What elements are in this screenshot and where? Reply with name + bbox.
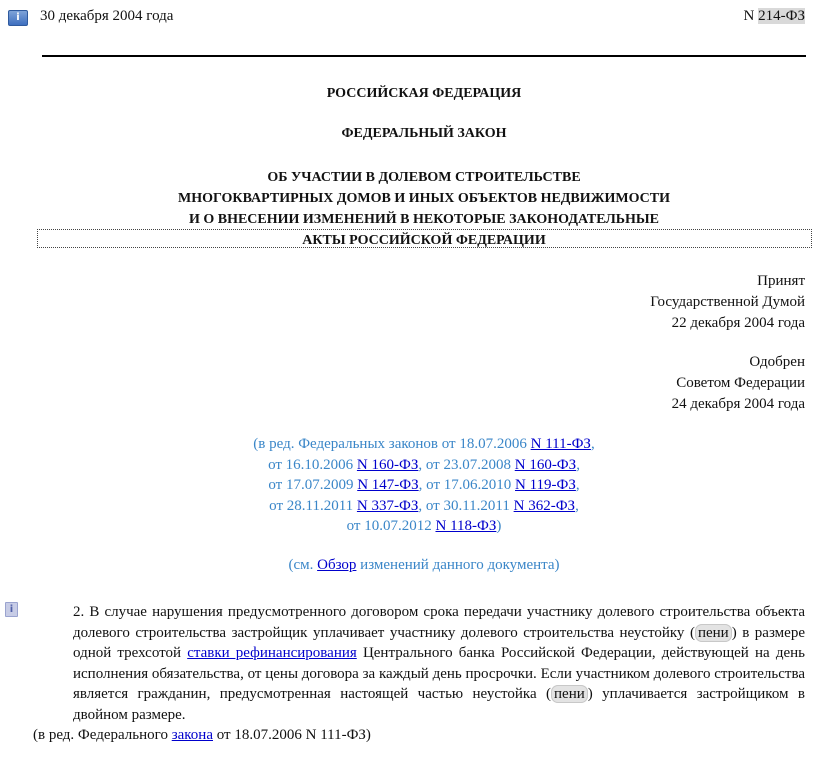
paragraph-revision xyxy=(33,725,805,746)
penalty-highlight: пени xyxy=(551,685,588,703)
revisions-text: ) xyxy=(496,518,502,534)
document-number xyxy=(744,8,805,25)
overview-link[interactable]: Обзор xyxy=(317,557,357,573)
revisions-line xyxy=(0,455,825,476)
law-link[interactable]: N 337-ФЗ xyxy=(356,497,419,514)
refinancing-rate-link[interactable]: ставки рефинансирования xyxy=(187,645,357,661)
accepted-line: 22 декабря 2004 года xyxy=(671,315,805,331)
law-link[interactable]: N 119-ФЗ xyxy=(515,477,576,493)
revisions-text: , xyxy=(590,436,595,452)
penalty-highlight: пени xyxy=(695,624,732,642)
document-number-value: 214-ФЗ xyxy=(758,8,805,24)
revisions-line xyxy=(0,475,825,496)
revisions-text: , от 23.07.2008 xyxy=(418,456,515,473)
revisions-text: , от 17.06.2010 xyxy=(418,477,516,493)
law-link[interactable]: N 111-ФЗ xyxy=(530,436,591,452)
law-reference-link[interactable]: закона xyxy=(171,727,213,743)
header-divider xyxy=(42,55,806,57)
approved-line: Одобрен xyxy=(749,354,805,370)
paragraph-text: ) уплачивается застройщиком в двойном размере. xyxy=(73,686,806,723)
revision-text: (в ред. Федерального xyxy=(33,727,172,743)
revisions-text: от 16.10.2006 xyxy=(268,456,357,473)
law-link[interactable]: N 160-ФЗ xyxy=(514,456,577,473)
paragraph-text: ) в размере одной трехсотой xyxy=(73,624,805,661)
paragraph-text: 2. В случае нарушения предусмотренного договором срока передачи участнику долевого строительства объекта долевого строительства застройщик уплачивает участнику долевого строительства неустойку ( xyxy=(73,604,805,641)
paragraph-body xyxy=(33,602,805,725)
revisions-text: , xyxy=(575,497,579,514)
revisions-block xyxy=(0,434,825,537)
revisions-text: (в ред. Федеральных законов от 18.07.2006 xyxy=(253,436,531,452)
accepted-line: Государственной Думой xyxy=(650,294,805,310)
law-link[interactable]: N 118-ФЗ xyxy=(435,518,497,534)
revisions-text: от 10.07.2012 xyxy=(346,518,436,534)
accepted-block xyxy=(650,271,805,334)
accepted-line: Принят xyxy=(757,273,805,289)
see-also-text: (см. xyxy=(288,557,318,573)
document-date: 30 декабря 2004 года xyxy=(40,8,174,24)
revisions-text: , от 30.11.2011 xyxy=(418,497,514,514)
approved-line: 24 декабря 2004 года xyxy=(671,396,805,412)
see-also-note xyxy=(0,557,825,574)
law-link[interactable]: N 147-ФЗ xyxy=(357,477,419,493)
paragraph-text: Центрального банка Российской Федерации, действующей на день исполнения обязательства, от цены договора за каждый день просрочки. Если участником долевого строительства является гражданин, предусмотренная настоящей частью неустойка ( xyxy=(73,645,805,702)
revisions-line xyxy=(0,434,825,455)
document-number-prefix: N xyxy=(743,8,759,24)
revisions-line xyxy=(0,496,825,517)
revisions-line xyxy=(0,516,825,537)
revision-text: от 18.07.2006 N 111-ФЗ) xyxy=(213,727,371,743)
article-paragraph xyxy=(33,602,805,746)
info-marker-icon[interactable]: i xyxy=(5,602,18,617)
title-kind: ФЕДЕРАЛЬНЫЙ ЗАКОН xyxy=(341,126,507,141)
title-country: РОССИЙСКАЯ ФЕДЕРАЦИЯ xyxy=(326,86,522,101)
see-also-text: изменений данного документа) xyxy=(356,557,560,573)
law-title xyxy=(0,167,825,251)
law-title-line: ОБ УЧАСТИИ В ДОЛЕВОМ СТРОИТЕЛЬСТВЕ xyxy=(267,170,581,185)
revisions-text: , xyxy=(575,477,580,493)
law-title-line: МНОГОКВАРТИРНЫХ ДОМОВ И ИНЫХ ОБЪЕКТОВ НЕДВИЖИМОСТИ xyxy=(177,191,671,206)
info-icon[interactable]: i xyxy=(8,10,28,26)
revisions-text: , xyxy=(576,456,580,473)
law-title-line: АКТЫ РОССИЙСКОЙ ФЕДЕРАЦИИ xyxy=(302,233,546,248)
approved-line: Советом Федерации xyxy=(676,375,805,391)
revisions-text: от 28.11.2011 xyxy=(269,497,357,514)
revisions-text: от 17.07.2009 xyxy=(268,477,358,493)
law-title-line: И О ВНЕСЕНИИ ИЗМЕНЕНИЙ В НЕКОТОРЫЕ ЗАКОНОДАТЕЛЬНЫЕ xyxy=(188,212,660,227)
approved-block xyxy=(672,352,805,415)
law-link[interactable]: N 160-ФЗ xyxy=(356,456,419,473)
law-link[interactable]: N 362-ФЗ xyxy=(513,497,576,514)
